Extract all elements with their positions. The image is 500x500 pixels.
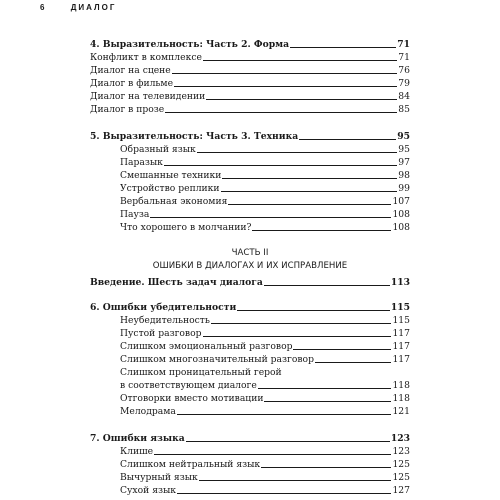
toc-item: Диалог на телевидении 84 — [90, 91, 410, 102]
toc-item: Клише 123 — [120, 446, 410, 457]
toc-item: Конфликт в комплексе 71 — [90, 52, 410, 63]
page-number: 6 — [40, 3, 47, 12]
toc-item: Слишком многозначительный разговор 117 — [120, 354, 410, 365]
toc-item: Вычурный язык 125 — [120, 472, 410, 483]
toc-item: Паразык 97 — [120, 157, 410, 168]
toc-item: в соответствующем диалоге 118 — [120, 380, 410, 391]
toc-section-7: 7. Ошибки языка 123 — [90, 433, 410, 444]
toc-item: Смешанные техники 98 — [120, 170, 410, 181]
part-label: ЧАСТЬ II — [231, 248, 269, 258]
part-title: ОШИБКИ В ДИАЛОГАХ И ИХ ИСПРАВЛЕНИЕ — [152, 261, 348, 271]
toc-item: Слишком нейтральный язык 125 — [120, 459, 410, 470]
toc-item: Слишком проницательный герой — [120, 367, 282, 378]
toc-item: Диалог в фильме 79 — [90, 78, 410, 89]
toc-item: Образный язык 95 — [120, 144, 410, 155]
toc-item: Устройство реплики 99 — [120, 183, 410, 194]
toc-section-6: 6. Ошибки убедительности 115 — [90, 302, 410, 313]
toc-section-5: 5. Выразительность: Часть 3. Техника 95 — [90, 131, 410, 142]
toc-item: Пауза 108 — [120, 209, 410, 220]
running-header — [40, 3, 116, 15]
toc-item: Вербальная экономия 107 — [120, 196, 410, 207]
toc-item: Сухой язык 127 — [120, 485, 410, 496]
toc-item: Неубедительность 115 — [120, 315, 410, 326]
toc-item: Диалог в прозе 85 — [90, 104, 410, 115]
toc-item: Слишком эмоциональный разговор 117 — [120, 341, 410, 352]
toc-section-4: 4. Выразительность: Часть 2. Форма 71 — [90, 39, 410, 50]
toc-item: Диалог на сцене 76 — [90, 65, 410, 76]
toc-intro: Введение. Шесть задач диалога 113 — [90, 277, 410, 288]
running-title: ДИАЛОГ — [70, 3, 117, 12]
toc-item: Пустой разговор 117 — [120, 328, 410, 339]
toc-item: Отговорки вместо мотивации 118 — [120, 393, 410, 404]
toc-item: Мелодрама 121 — [120, 406, 410, 417]
toc-item: Что хорошего в молчании? 108 — [120, 222, 410, 233]
